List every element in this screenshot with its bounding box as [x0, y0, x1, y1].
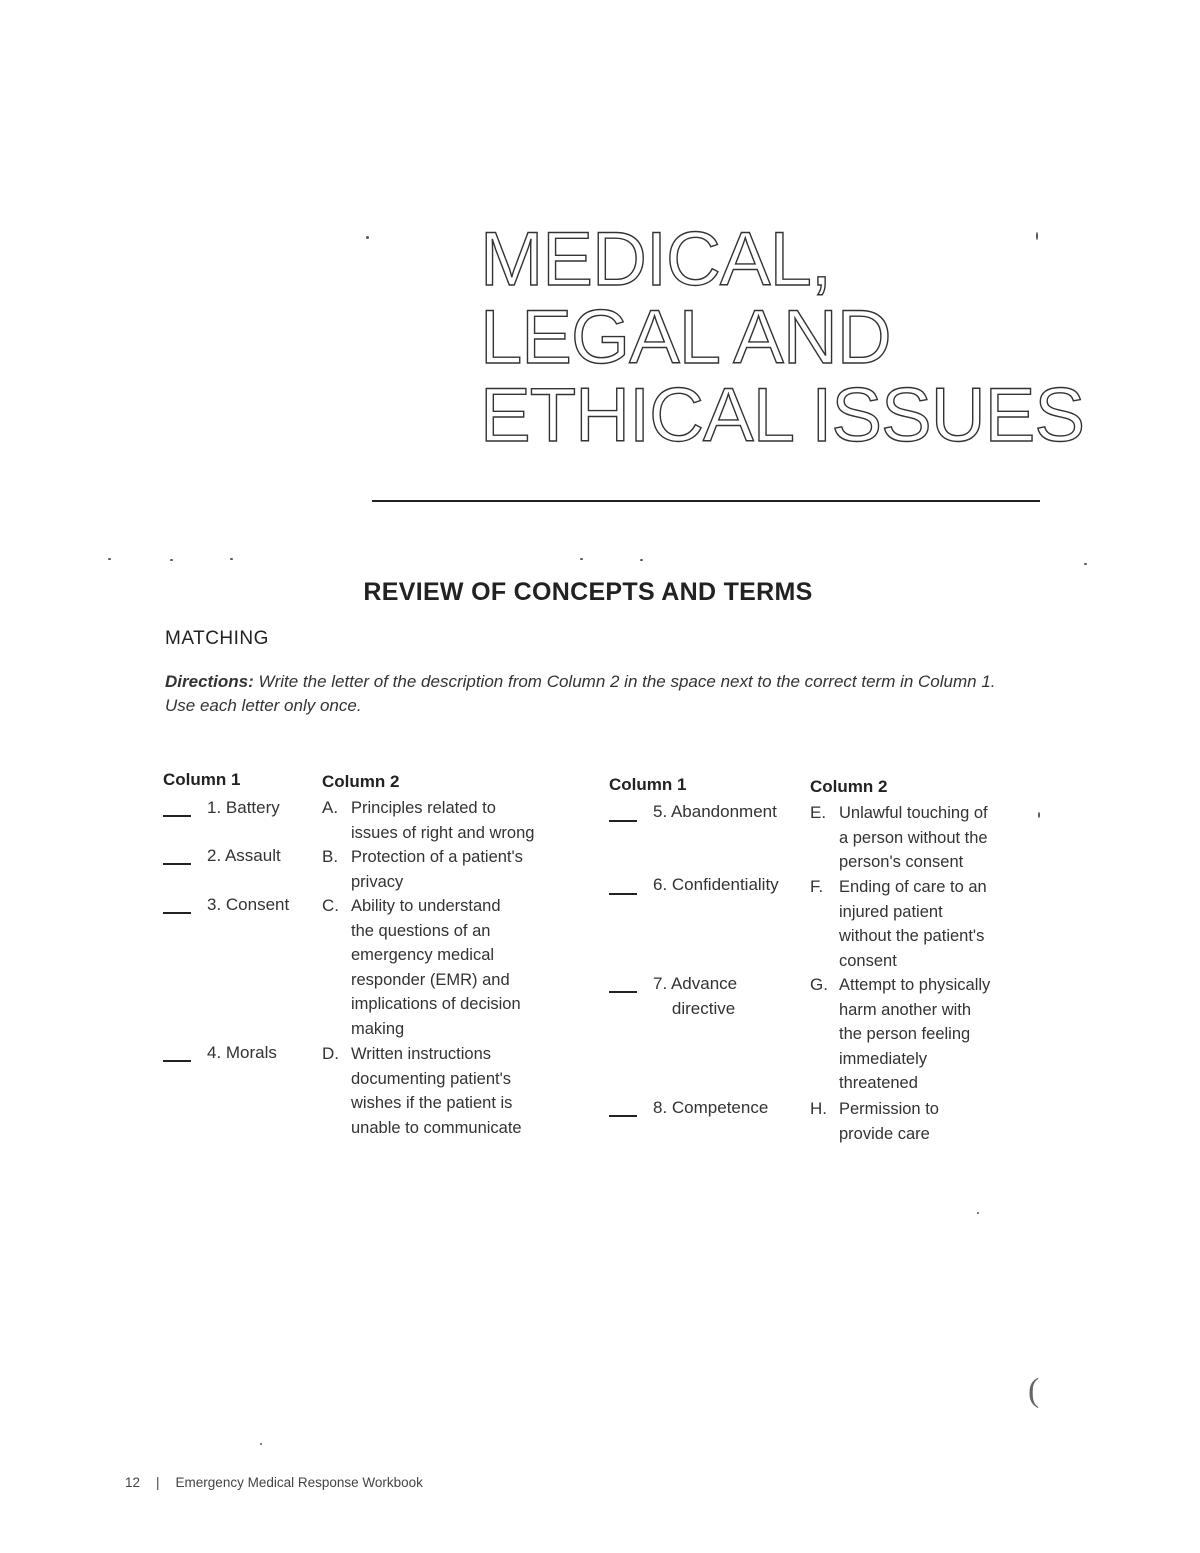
description-line: Principles related to [351, 799, 496, 817]
chapter-title-line-1: MEDICAL, [480, 217, 831, 302]
description-line: threatened [839, 1074, 918, 1093]
scan-speck [108, 558, 111, 560]
description-line: wishes if the patient is [351, 1094, 513, 1113]
scan-speck [260, 1443, 262, 1445]
description-a [351, 796, 534, 845]
description-letter-b: B. [322, 847, 339, 866]
answer-blank-3[interactable] [163, 912, 191, 914]
scan-speck [640, 559, 643, 561]
description-letter-g: G. [810, 975, 828, 994]
description-line: injured patient [839, 902, 943, 921]
footer-separator: | [156, 1475, 160, 1490]
description-line: privacy [351, 872, 404, 891]
section-heading: REVIEW OF CONCEPTS AND TERMS [363, 578, 813, 606]
answer-blank-2[interactable] [163, 863, 191, 865]
scan-speck [230, 558, 233, 560]
description-f [839, 875, 987, 973]
description-line: consent [839, 951, 897, 970]
scan-speck [580, 558, 583, 560]
description-line: Written instructions [351, 1045, 491, 1063]
left-column2-header: Column 2 [322, 772, 400, 791]
description-line: documenting patient's [351, 1069, 512, 1088]
term-8: 8. Competence [653, 1098, 769, 1117]
description-line: the person feeling [839, 1025, 971, 1044]
description-letter-c: C. [322, 896, 339, 915]
description-letter-d: D. [322, 1044, 339, 1063]
description-letter-f: F. [810, 877, 824, 896]
description-line: person's consent [839, 853, 964, 872]
answer-blank-7[interactable] [609, 991, 637, 993]
term-2: 2. Assault [207, 846, 281, 865]
book-title: Emergency Medical Response Workbook [175, 1475, 423, 1490]
scan-speck [977, 1212, 979, 1214]
directions-label: Directions: [165, 672, 254, 691]
scan-speck [1038, 812, 1040, 818]
description-line: Ending of care to an [839, 878, 987, 896]
scan-speck [1084, 563, 1087, 565]
description-line: unable to communicate [351, 1118, 522, 1137]
page-footer [125, 1475, 423, 1490]
right-column1-header: Column 1 [609, 775, 687, 794]
term-1: 1. Battery [207, 798, 280, 817]
answer-blank-1[interactable] [163, 815, 191, 817]
answer-blank-5[interactable] [609, 820, 637, 822]
scan-speck [170, 559, 173, 561]
term-6: 6. Confidentiality [653, 875, 779, 894]
answer-blank-8[interactable] [609, 1115, 637, 1117]
description-letter-h: H. [810, 1099, 827, 1118]
title-divider [372, 500, 1040, 502]
description-letter-a: A. [322, 798, 339, 817]
right-column2-header: Column 2 [810, 777, 888, 796]
description-b [351, 845, 523, 894]
description-g [839, 973, 990, 1096]
description-line: issues of right and wrong [351, 823, 535, 842]
description-line: responder (EMR) and [351, 970, 510, 989]
description-line: Ability to understand [351, 897, 501, 915]
description-line: the questions of an [351, 921, 491, 940]
scan-mark: ( [1028, 1372, 1040, 1409]
term-3: 3. Consent [207, 895, 290, 914]
term-7: 7. Advance directive [653, 974, 738, 1018]
description-line: provide care [839, 1124, 930, 1143]
description-line: without the patient's [839, 927, 985, 946]
description-e [839, 801, 988, 875]
term-5: 5. Abandonment [653, 802, 777, 821]
chapter-title [480, 217, 1085, 458]
directions [165, 670, 1025, 718]
description-line: a person without the [839, 828, 988, 847]
description-line: Attempt to physically [839, 976, 991, 994]
description-h [839, 1097, 939, 1146]
left-column1-header: Column 1 [163, 770, 241, 789]
chapter-title-line-2: LEGAL AND [480, 295, 891, 380]
answer-blank-4[interactable] [163, 1060, 191, 1062]
description-c [351, 894, 521, 1042]
description-d [351, 1042, 522, 1140]
description-line: implications of decision [351, 995, 521, 1014]
description-line: emergency medical [351, 946, 495, 965]
scan-speck [1036, 232, 1038, 240]
description-line: immediately [839, 1049, 928, 1068]
term-4: 4. Morals [207, 1043, 277, 1062]
chapter-title-line-3: ETHICAL ISSUES [480, 373, 1085, 458]
matching-heading: MATCHING [165, 628, 269, 649]
description-line: making [351, 1019, 405, 1038]
description-line: harm another with [839, 1000, 972, 1019]
description-letter-e: E. [810, 803, 827, 822]
directions-text: Write the letter of the description from Column 2 in the space next to the correct term in Column 1. Use each letter only once. [165, 672, 996, 715]
answer-blank-6[interactable] [609, 893, 637, 895]
description-line: Permission to [839, 1100, 939, 1118]
description-line: Unlawful touching of [839, 804, 988, 822]
page-number: 12 [125, 1475, 141, 1490]
description-line: Protection of a patient's [351, 848, 523, 866]
scan-speck [366, 236, 369, 239]
